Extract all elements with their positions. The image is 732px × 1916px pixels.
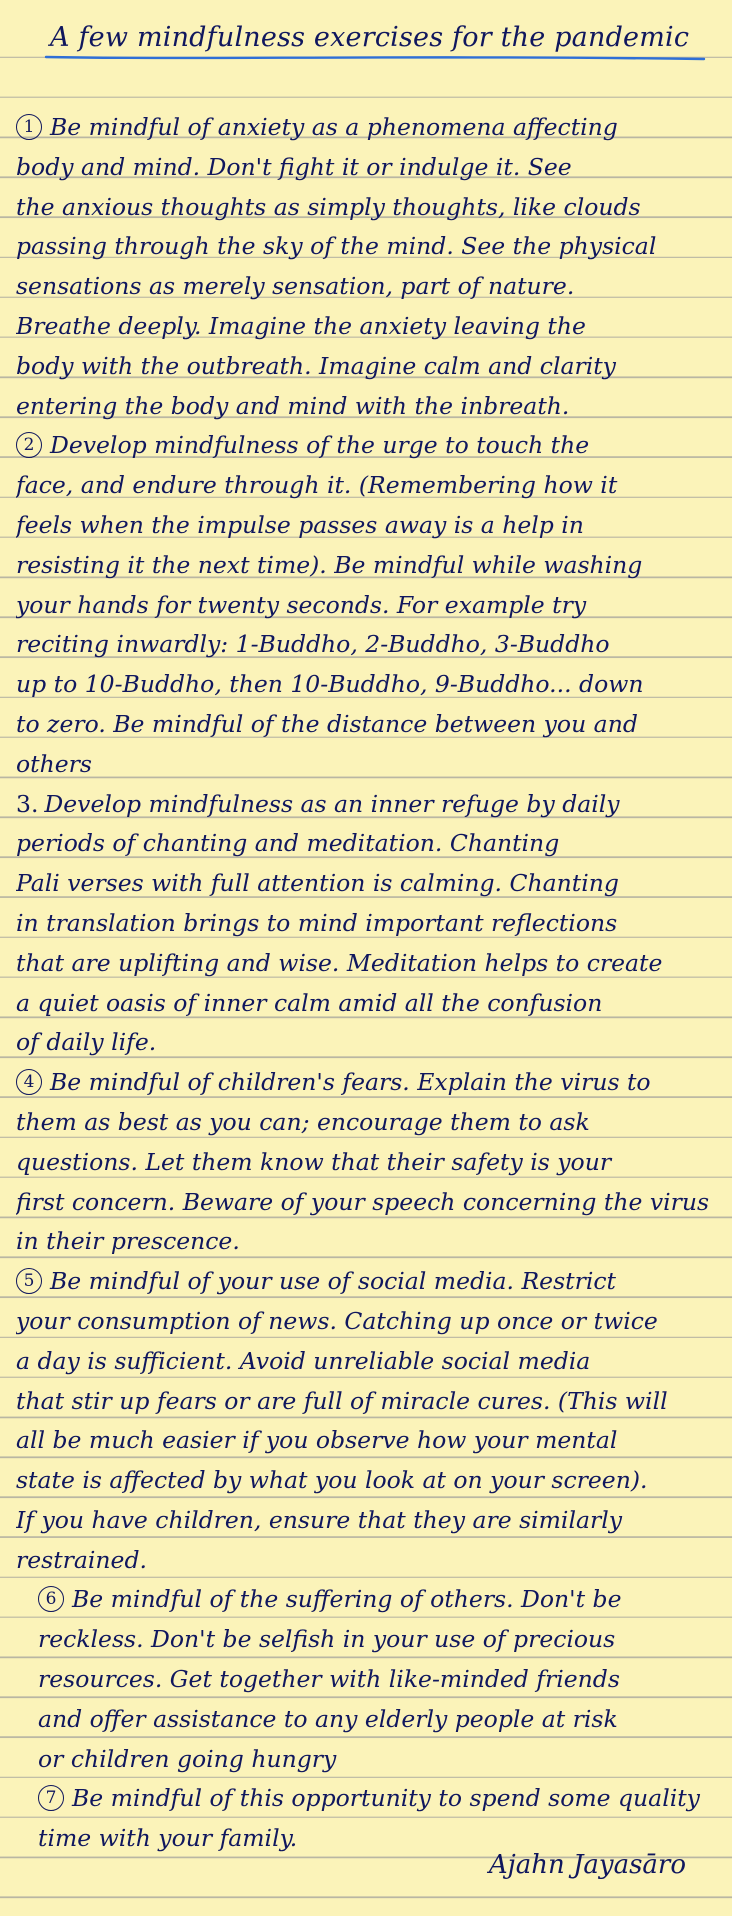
text-line [16,904,732,944]
exercise-number: 5 [16,1268,42,1294]
text-line [16,1063,732,1103]
text-line [16,1740,732,1780]
text-line [16,745,732,785]
line-text: entering the body and mind with the inbreath. [16,391,570,420]
text-line [16,1382,732,1422]
line-text: a quiet oasis of inner calm amid all the confusion [16,988,603,1017]
text-line [16,466,732,506]
line-text: Breathe deeply. Imagine the anxiety leaving the [16,311,586,340]
line-text: passing through the sky of the mind. See the physical [16,232,657,261]
line-text: Be mindful of this opportunity to spend some quality [72,1784,700,1813]
line-text: Be mindful of anxiety as a phenomena affecting [50,113,618,141]
line-text: or children going hungry [38,1744,337,1773]
text-line [16,307,732,347]
text-line [16,1023,732,1063]
text-line [16,1580,732,1620]
exercise-number: 4 [16,1069,42,1095]
line-text: of daily life. [16,1028,157,1057]
text-line [16,546,732,586]
line-text: If you have children, ensure that they are similarly [16,1505,622,1534]
line-text: time with your family. [38,1824,298,1853]
text-line [16,1103,732,1143]
line-text: Be mindful of the suffering of others. Don't be [72,1585,622,1614]
text-line [16,506,732,546]
text-line [16,864,732,904]
line-text: others [16,749,92,778]
text-line [16,1660,732,1700]
text-line [16,1183,732,1223]
text-line [16,625,732,665]
text-line [16,1143,732,1183]
line-text: feels when the impulse passes away is a help in [16,510,584,539]
line-text: a day is sufficient. Avoid unreliable social media [16,1346,591,1375]
line-text: body and mind. Don't fight it or indulge it. See [16,152,572,181]
line-text: reckless. Don't be selfish in your use of precious [38,1625,616,1654]
exercise-6 [16,1580,732,1779]
text-line [16,1620,732,1660]
line-text: Develop mindfulness as an inner refuge by daily [44,789,620,818]
text-line [16,785,732,825]
text-line [16,347,732,387]
text-line [16,1700,732,1740]
text-line [16,1302,732,1342]
exercise-number: 3. [16,789,39,818]
line-text: your consumption of news. Catching up once or twice [16,1306,658,1335]
line-text: and offer assistance to any elderly people at risk [38,1704,618,1733]
line-text: body with the outbreath. Imagine calm and clarity [16,351,616,380]
text-line [16,1541,732,1581]
text-line [16,1461,732,1501]
text-line [16,705,732,745]
text-line [16,586,732,626]
exercise-3 [16,785,732,1064]
line-text: in translation brings to mind important reflections [16,908,618,937]
exercise-1 [16,108,732,426]
line-text: state is affected by what you look at on your screen). [16,1466,648,1495]
text-line [16,1501,732,1541]
signature: Ajahn Jayasāro [488,1850,686,1880]
line-text: up to 10-Buddho, then 10-Buddho, 9-Buddho... down [16,670,644,699]
text-line [16,387,732,427]
line-text: restrained. [16,1545,147,1574]
text-line [16,267,732,307]
text-line [16,426,732,466]
text-line [16,665,732,705]
exercise-number: 1 [16,114,42,140]
line-text: them as best as you can; encourage them to ask [16,1107,590,1136]
line-text: your hands for twenty seconds. For example try [16,590,587,619]
line-text: face, and endure through it. (Remembering how it [16,471,618,500]
line-text: Be mindful of children's fears. Explain the virus to [50,1068,651,1097]
exercise-number: 7 [38,1785,64,1811]
line-text: Develop mindfulness of the urge to touch the [50,431,590,460]
text-line [16,1342,732,1382]
exercise-7 [16,1779,732,1859]
line-text: questions. Let them know that their safety is your [16,1147,612,1176]
text-line [16,188,732,228]
line-text: Be mindful of your use of social media. Restrict [50,1267,616,1296]
exercise-number: 6 [38,1586,64,1612]
line-text: the anxious thoughts as simply thoughts, like clouds [16,192,641,221]
exercise-number: 2 [16,432,42,458]
text-line [16,944,732,984]
text-line [16,1421,732,1461]
line-text: periods of chanting and meditation. Chanting [16,829,560,858]
line-text: to zero. Be mindful of the distance between you and [16,709,638,738]
exercise-4 [16,1063,732,1262]
exercise-2 [16,426,732,784]
title-underline-stroke [46,57,704,59]
title-underline [44,54,706,62]
text-line [16,1262,732,1302]
text-line [16,824,732,864]
text-line [16,148,732,188]
line-text: resources. Get together with like-minded friends [38,1665,620,1694]
text-line [16,1779,732,1819]
line-text: first concern. Beware of your speech concerning the virus [16,1187,710,1216]
line-text: resisting it the next time). Be mindful while washing [16,550,643,579]
line-text: that stir up fears or are full of miracle cures. (This will [16,1386,668,1415]
text-line [16,1222,732,1262]
note-body [16,108,732,1859]
line-text: that are uplifting and wise. Meditation helps to create [16,948,663,977]
line-text: in their prescence. [16,1227,240,1256]
exercise-5 [16,1262,732,1580]
line-text: sensations as merely sensation, part of nature. [16,272,575,301]
line-text: reciting inwardly: 1-Buddho, 2-Buddho, 3-Buddho [16,630,610,659]
text-line [16,108,732,148]
text-line [16,984,732,1024]
page-title: A few mindfulness exercises for the pandemic [50,22,690,53]
line-text: all be much easier if you observe how your mental [16,1426,618,1455]
text-line [16,227,732,267]
line-text: Pali verses with full attention is calming. Chanting [16,869,619,898]
